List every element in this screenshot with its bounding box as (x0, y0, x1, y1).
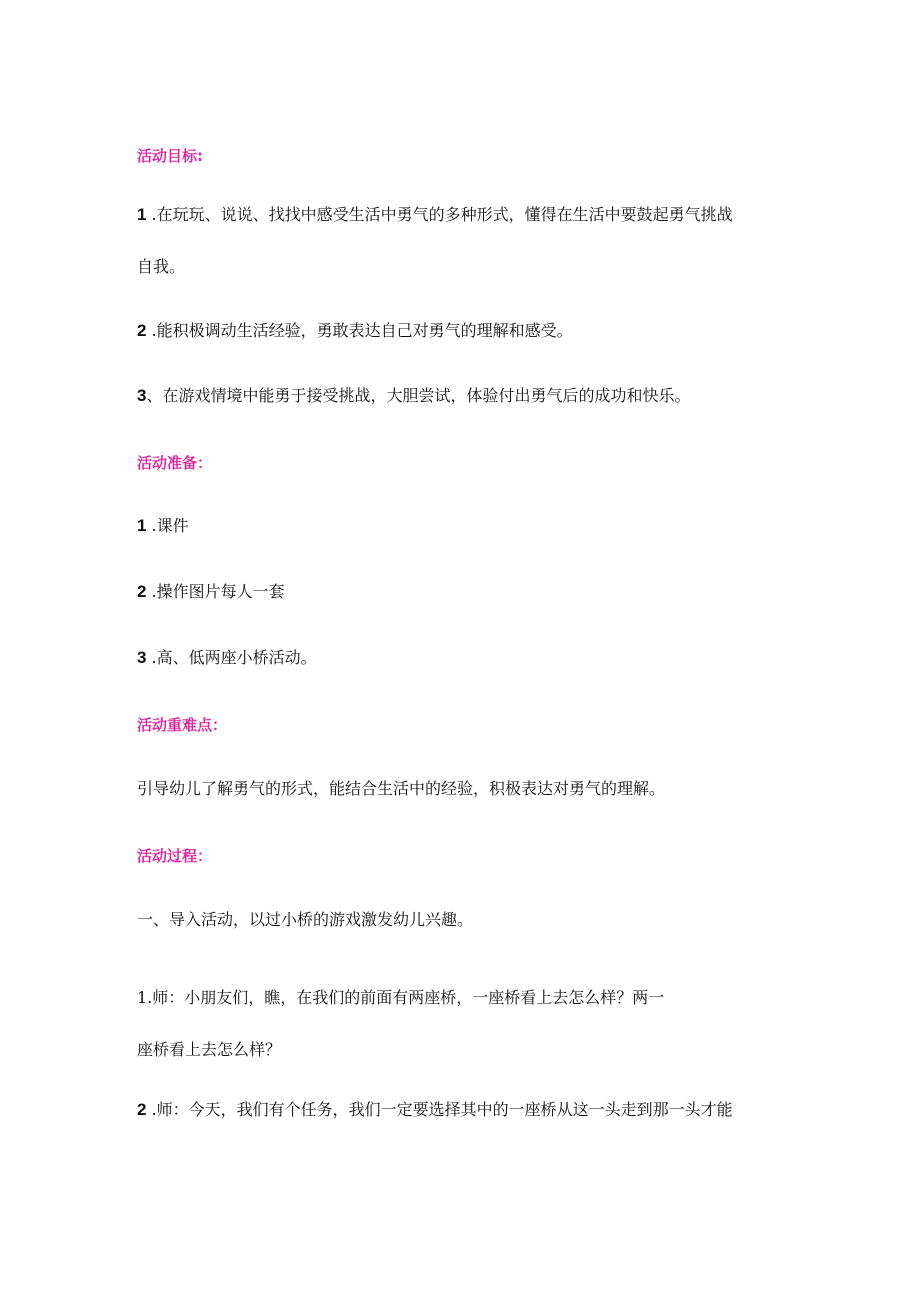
process-item-2 (137, 1099, 733, 1121)
goals-item-1-continued: 自我。 (137, 257, 186, 276)
process-item-2-text: .师：今天，我们有个任务，我们一定要选择其中的一座桥从这一头走到那一头才能 (146, 1100, 733, 1119)
process-item-1: 1.师：小朋友们，瞧，在我们的前面有两座桥，一座桥看上去怎么样？两一 (137, 988, 665, 1007)
goals-item-1 (137, 204, 733, 226)
key-points-text: 引导幼儿了解勇气的形式，能结合生活中的经验，积极表达对勇气的理解。 (137, 779, 666, 798)
process-item-1-continued: 座桥看上去怎么样？ (137, 1040, 282, 1059)
preparation-item-2-text: .操作图片每人一套 (146, 582, 285, 601)
preparation-item-2-number: 2 (137, 582, 147, 601)
preparation-item-3-number: 3 (137, 648, 147, 667)
goals-item-1-text: .在玩玩、说说、找找中感受生活中勇气的多种形式，懂得在生活中要鼓起勇气挑战 (146, 205, 733, 224)
preparation-item-3-text: .高、低两座小桥活动。 (146, 648, 317, 667)
preparation-item-1-number: 1 (137, 516, 147, 535)
preparation-item-3 (137, 647, 317, 669)
preparation-item-1 (137, 515, 189, 537)
goals-item-3-number: 3 (137, 386, 147, 405)
goals-item-1-number: 1 (137, 205, 147, 224)
preparation-item-1-text: .课件 (146, 516, 189, 535)
goals-item-3-text: 、在游戏情境中能勇于接受挑战，大胆尝试，体验付出勇气后的成功和快乐。 (146, 386, 691, 405)
process-heading: 活动过程： (137, 847, 213, 865)
goals-item-3 (137, 385, 690, 407)
goals-heading: 活动目标: (137, 147, 203, 165)
process-item-2-number: 2 (137, 1100, 147, 1119)
goals-item-2 (137, 320, 573, 342)
key-points-heading: 活动重难点： (137, 716, 228, 734)
preparation-item-2 (137, 581, 285, 603)
goals-item-2-number: 2 (137, 321, 147, 340)
preparation-heading: 活动准备： (137, 454, 213, 472)
goals-item-2-text: .能积极调动生活经验，勇敢表达自己对勇气的理解和感受。 (146, 321, 573, 340)
process-step-1: 一、导入活动，以过小桥的游戏激发幼儿兴趣。 (137, 910, 474, 929)
